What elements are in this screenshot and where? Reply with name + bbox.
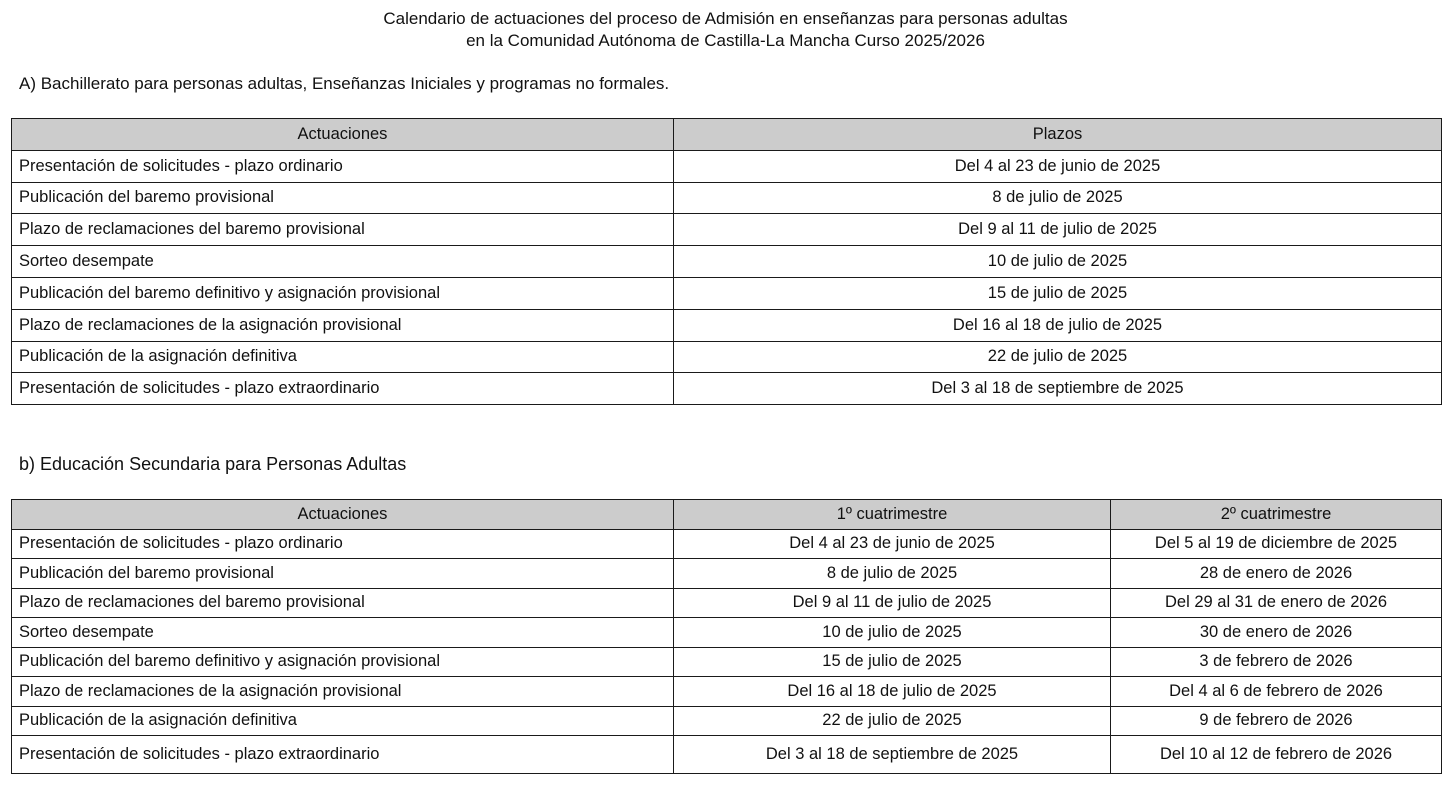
cuatrimestre-1-cell: 15 de julio de 2025: [674, 647, 1111, 677]
actuacion-cell: Publicación del baremo definitivo y asignación provisional: [12, 277, 674, 309]
table-row: [12, 529, 1442, 559]
table-row: [12, 373, 1442, 405]
section-b-heading: b) Educación Secundaria para Personas Adultas: [19, 454, 407, 474]
plazo-cell: 10 de julio de 2025: [674, 246, 1442, 278]
cuatrimestre-2-cell: 30 de enero de 2026: [1111, 618, 1442, 648]
cuatrimestre-2-cell: Del 10 al 12 de febrero de 2026: [1111, 736, 1442, 774]
actuacion-cell: Publicación del baremo definitivo y asignación provisional: [12, 647, 674, 677]
column-header-actuaciones: Actuaciones: [12, 500, 674, 530]
table-row: [12, 309, 1442, 341]
table-row: [12, 246, 1442, 278]
actuacion-cell: Presentación de solicitudes - plazo ordinario: [12, 150, 674, 182]
actuacion-cell: Plazo de reclamaciones del baremo provisional: [12, 588, 674, 618]
table-row: [12, 182, 1442, 214]
table-row: [12, 677, 1442, 707]
document-title-line-1: Calendario de actuaciones del proceso de Admisión en enseñanzas para personas adultas: [383, 9, 1068, 28]
actuacion-cell: Sorteo desempate: [12, 618, 674, 648]
actuacion-cell: Publicación de la asignación definitiva: [12, 706, 674, 736]
document-title-line-2: en la Comunidad Autónoma de Castilla-La Mancha Curso 2025/2026: [466, 31, 985, 50]
actuacion-cell: Presentación de solicitudes - plazo extraordinario: [12, 736, 674, 774]
cuatrimestre-1-cell: 10 de julio de 2025: [674, 618, 1111, 648]
document-title: [0, 8, 1451, 52]
plazo-cell: Del 4 al 23 de junio de 2025: [674, 150, 1442, 182]
cuatrimestre-2-cell: Del 4 al 6 de febrero de 2026: [1111, 677, 1442, 707]
actuacion-cell: Plazo de reclamaciones de la asignación provisional: [12, 309, 674, 341]
table-row: [12, 647, 1442, 677]
table-row: [12, 588, 1442, 618]
plazo-cell: 22 de julio de 2025: [674, 341, 1442, 373]
table-row: [12, 706, 1442, 736]
table-row: [12, 150, 1442, 182]
cuatrimestre-2-cell: Del 5 al 19 de diciembre de 2025: [1111, 529, 1442, 559]
plazo-cell: Del 3 al 18 de septiembre de 2025: [674, 373, 1442, 405]
plazo-cell: 15 de julio de 2025: [674, 277, 1442, 309]
section-b-table: [11, 499, 1442, 774]
table-row: [12, 618, 1442, 648]
actuacion-cell: Publicación del baremo provisional: [12, 182, 674, 214]
actuacion-cell: Plazo de reclamaciones de la asignación provisional: [12, 677, 674, 707]
table-header-row: [12, 119, 1442, 151]
column-header-2-cuatrimestre: 2º cuatrimestre: [1111, 500, 1442, 530]
plazo-cell: Del 9 al 11 de julio de 2025: [674, 214, 1442, 246]
cuatrimestre-2-cell: Del 29 al 31 de enero de 2026: [1111, 588, 1442, 618]
cuatrimestre-1-cell: Del 4 al 23 de junio de 2025: [674, 529, 1111, 559]
table-row: [12, 277, 1442, 309]
actuacion-cell: Publicación de la asignación definitiva: [12, 341, 674, 373]
cuatrimestre-2-cell: 28 de enero de 2026: [1111, 559, 1442, 589]
actuacion-cell: Presentación de solicitudes - plazo extraordinario: [12, 373, 674, 405]
cuatrimestre-1-cell: 22 de julio de 2025: [674, 706, 1111, 736]
column-header-actuaciones: Actuaciones: [12, 119, 674, 151]
cuatrimestre-1-cell: Del 16 al 18 de julio de 2025: [674, 677, 1111, 707]
cuatrimestre-1-cell: Del 3 al 18 de septiembre de 2025: [674, 736, 1111, 774]
table-row: [12, 559, 1442, 589]
section-a-table: [11, 118, 1442, 405]
column-header-plazos: Plazos: [674, 119, 1442, 151]
column-header-1-cuatrimestre: 1º cuatrimestre: [674, 500, 1111, 530]
actuacion-cell: Plazo de reclamaciones del baremo provisional: [12, 214, 674, 246]
actuacion-cell: Presentación de solicitudes - plazo ordinario: [12, 529, 674, 559]
cuatrimestre-1-cell: 8 de julio de 2025: [674, 559, 1111, 589]
table-row: [12, 341, 1442, 373]
table-row: [12, 736, 1442, 774]
plazo-cell: 8 de julio de 2025: [674, 182, 1442, 214]
actuacion-cell: Publicación del baremo provisional: [12, 559, 674, 589]
cuatrimestre-2-cell: 3 de febrero de 2026: [1111, 647, 1442, 677]
table-row: [12, 214, 1442, 246]
table-header-row: [12, 500, 1442, 530]
actuacion-cell: Sorteo desempate: [12, 246, 674, 278]
cuatrimestre-2-cell: 9 de febrero de 2026: [1111, 706, 1442, 736]
cuatrimestre-1-cell: Del 9 al 11 de julio de 2025: [674, 588, 1111, 618]
section-a-heading: A) Bachillerato para personas adultas, Enseñanzas Iniciales y programas no formales.: [19, 74, 670, 93]
plazo-cell: Del 16 al 18 de julio de 2025: [674, 309, 1442, 341]
